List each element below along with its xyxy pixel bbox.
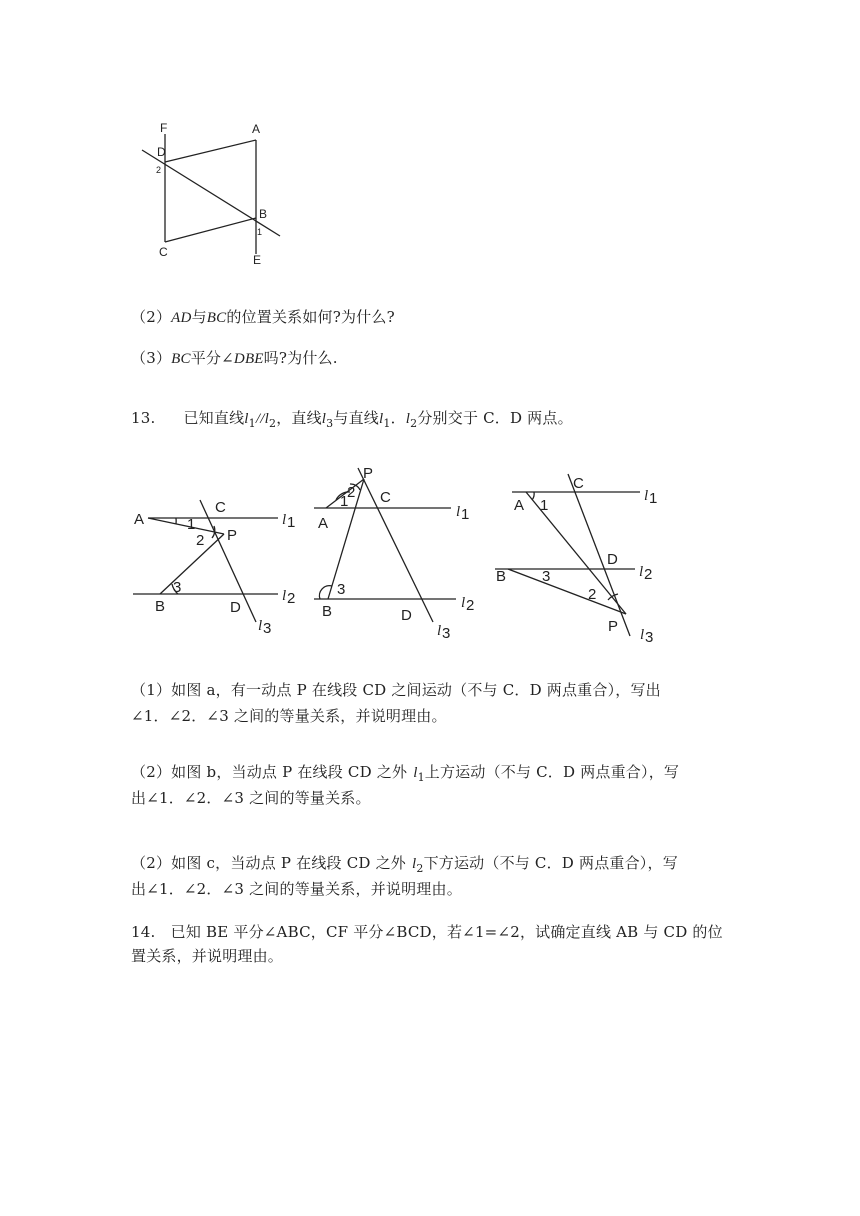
fig-b-label-P: P bbox=[363, 465, 374, 482]
fig-a-l2-sub: 2 bbox=[287, 590, 296, 607]
label-E: E bbox=[253, 253, 262, 267]
fig-b-angle-2: 2 bbox=[347, 484, 356, 501]
label-F: F bbox=[160, 121, 168, 135]
fig-a-l1-sub: 1 bbox=[287, 514, 296, 531]
fig-a-l3: l bbox=[258, 618, 263, 634]
fig-b-l1-sub: 1 bbox=[461, 506, 470, 523]
fig-c-l3: l bbox=[640, 627, 645, 643]
fig-c-l3-sub: 3 bbox=[645, 629, 654, 646]
label-angle-1: 1 bbox=[257, 227, 263, 237]
fig-c-label-P: P bbox=[608, 618, 619, 635]
fig-b-angle-1: 1 bbox=[340, 493, 349, 510]
q13-part3-line2: 出∠1．∠2．∠3 之间的等量关系，并说明理由。 bbox=[131, 880, 462, 898]
fig-c-label-C: C bbox=[573, 475, 584, 492]
fig-a-l3-sub: 3 bbox=[263, 620, 272, 637]
fig-b-l2: l bbox=[461, 595, 466, 611]
q14-line1: 14. 已知 BE 平分∠ABC，CF 平分∠BCD，若∠1=∠2，试确定直线 AB 与 CD 的位 bbox=[131, 923, 723, 941]
fig-b-label-C: C bbox=[380, 489, 391, 506]
q14-line2: 置关系，并说明理由。 bbox=[131, 947, 284, 965]
fig-c-label-A: A bbox=[514, 497, 525, 514]
fig-c-l1-sub: 1 bbox=[649, 490, 658, 507]
fig-c-l2: l bbox=[639, 564, 644, 580]
q12-part3: （3）BC平分∠DBE吗?为什么. bbox=[131, 349, 338, 367]
label-angle-2: 2 bbox=[156, 165, 162, 175]
q13-statement: 13. 已知直线$l_1//l_2$，直线$l_3$与直线$l_1$．$l_2$分别交于 C．D 两点。 bbox=[131, 409, 573, 430]
fig-c-label-D: D bbox=[607, 551, 618, 568]
label-D: D bbox=[157, 145, 166, 159]
label-B: B bbox=[259, 207, 268, 221]
fig-a-label-C: C bbox=[215, 499, 226, 516]
fig-b-label-D: D bbox=[401, 607, 412, 624]
fig-a-label-P: P bbox=[227, 527, 238, 544]
q13-part1-line2: ∠1．∠2．∠3 之间的等量关系，并说明理由。 bbox=[131, 707, 447, 725]
fig-b-angle-3: 3 bbox=[337, 581, 346, 598]
figure-quadrilateral bbox=[130, 118, 290, 268]
figure-a bbox=[128, 494, 298, 639]
fig-c-angle-1: 1 bbox=[540, 497, 549, 514]
fig-a-angle-3: 3 bbox=[173, 579, 182, 596]
fig-a-angle-2: 2 bbox=[196, 532, 205, 549]
fig-c-l1: l bbox=[644, 488, 649, 504]
q12-part2: （2）AD与BC的位置关系如何?为什么? bbox=[131, 308, 395, 326]
fig-c-angle-2: 2 bbox=[588, 586, 597, 603]
fig-b-label-B: B bbox=[322, 603, 333, 620]
fig-a-label-D: D bbox=[230, 599, 241, 616]
label-C: C bbox=[159, 245, 168, 259]
figure-b bbox=[306, 462, 484, 642]
fig-c-label-B: B bbox=[496, 568, 507, 585]
fig-b-l3-sub: 3 bbox=[442, 625, 451, 642]
fig-a-l2: l bbox=[282, 588, 287, 604]
label-A: A bbox=[252, 122, 261, 136]
fig-b-label-A: A bbox=[318, 515, 329, 532]
fig-c-l2-sub: 2 bbox=[644, 566, 653, 583]
fig-b-l1: l bbox=[456, 504, 461, 520]
q13-part3-line1: （2）如图 c，当动点 P 在线段 CD 之外 $l_2$下方运动（不与 C．D 两点重合），写 bbox=[131, 854, 678, 875]
fig-b-l3: l bbox=[437, 623, 442, 639]
q13-part2-line2: 出∠1．∠2．∠3 之间的等量关系。 bbox=[131, 789, 371, 807]
q13-part1-line1: （1）如图 a，有一动点 P 在线段 CD 之间运动（不与 C．D 两点重合），写出 bbox=[131, 681, 661, 699]
fig-a-l1: l bbox=[282, 512, 287, 528]
fig-a-angle-1: 1 bbox=[187, 516, 196, 533]
q13-part2-line1: （2）如图 b，当动点 P 在线段 CD 之外 $l_1$上方运动（不与 C．D 两点重合），写 bbox=[131, 763, 680, 784]
fig-a-label-B: B bbox=[155, 598, 166, 615]
fig-a-label-A: A bbox=[134, 511, 145, 528]
fig-c-angle-3: 3 bbox=[542, 568, 551, 585]
figure-c bbox=[490, 466, 670, 646]
fig-b-l2-sub: 2 bbox=[466, 597, 475, 614]
